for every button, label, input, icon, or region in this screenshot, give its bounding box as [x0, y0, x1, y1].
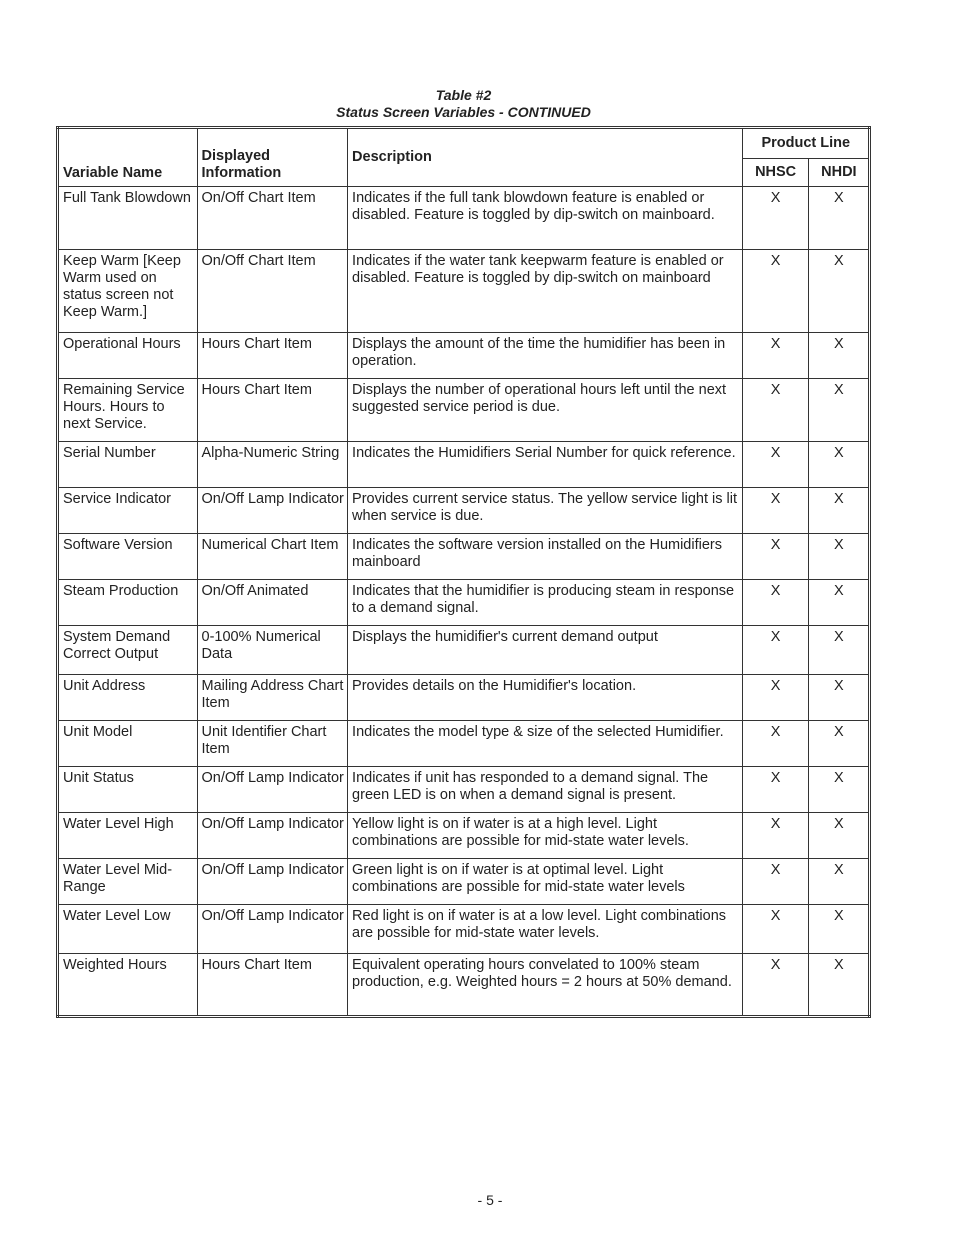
nhdi-cell: X — [808, 767, 869, 813]
nhsc-cell: X — [742, 379, 808, 442]
nhdi-cell: X — [808, 626, 869, 675]
table-row — [58, 187, 870, 250]
nhdi-cell: X — [808, 721, 869, 767]
nhsc-cell: X — [742, 626, 808, 675]
header-nhdi: NHDI — [808, 159, 869, 187]
table-row — [58, 250, 870, 333]
table-row — [58, 859, 870, 905]
page-number: - 5 - — [477, 1192, 503, 1208]
variable-name-cell: Software Version — [58, 534, 198, 580]
description-cell: Yellow light is on if water is at a high level. Light combinations are possible for mid-state water levels. — [348, 813, 742, 859]
nhsc-cell: X — [742, 187, 808, 250]
header-description: Description — [348, 128, 742, 187]
nhdi-cell: X — [808, 813, 869, 859]
nhsc-cell: X — [742, 721, 808, 767]
table-number: Table #2 — [435, 87, 492, 103]
table-row — [58, 905, 870, 954]
displayed-information-cell: On/Off Chart Item — [197, 187, 348, 250]
nhsc-cell: X — [742, 442, 808, 488]
variable-name-cell: Unit Model — [58, 721, 198, 767]
displayed-information-cell: On/Off Lamp Indicator — [197, 488, 348, 534]
table-row — [58, 333, 870, 379]
description-cell: Red light is on if water is at a low level. Light combinations are possible for mid-state water levels. — [348, 905, 742, 954]
table-row — [58, 813, 870, 859]
description-cell: Indicates if the water tank keepwarm feature is enabled or disabled. Feature is toggled by dip-switch on mainboard — [348, 250, 742, 333]
nhdi-cell: X — [808, 379, 869, 442]
table-row — [58, 721, 870, 767]
nhsc-cell: X — [742, 333, 808, 379]
displayed-information-cell: Alpha-Numeric String — [197, 442, 348, 488]
table-row — [58, 488, 870, 534]
description-cell: Indicates the model type & size of the selected Humidifier. — [348, 721, 742, 767]
nhsc-cell: X — [742, 767, 808, 813]
description-cell: Indicates the Humidifiers Serial Number for quick reference. — [348, 442, 742, 488]
displayed-information-cell: On/Off Lamp Indicator — [197, 813, 348, 859]
variable-name-cell: Steam Production — [58, 580, 198, 626]
nhdi-cell: X — [808, 187, 869, 250]
nhdi-cell: X — [808, 442, 869, 488]
variable-name-cell: Water Level Mid-Range — [58, 859, 198, 905]
nhdi-cell: X — [808, 859, 869, 905]
variable-name-cell: Keep Warm [Keep Warm used on status screen not Keep Warm.] — [58, 250, 198, 333]
nhdi-cell: X — [808, 534, 869, 580]
nhdi-cell: X — [808, 954, 869, 1017]
table-row — [58, 675, 870, 721]
description-cell: Displays the number of operational hours left until the next suggested service period is due. — [348, 379, 742, 442]
displayed-information-cell: Unit Identifier Chart Item — [197, 721, 348, 767]
description-cell: Indicates if unit has responded to a demand signal. The green LED is on when a demand signal is present. — [348, 767, 742, 813]
description-cell: Indicates the software version installed on the Humidifiers mainboard — [348, 534, 742, 580]
variable-name-cell: Water Level High — [58, 813, 198, 859]
nhdi-cell: X — [808, 675, 869, 721]
table-row — [58, 954, 870, 1017]
nhsc-cell: X — [742, 859, 808, 905]
displayed-information-cell: Mailing Address Chart Item — [197, 675, 348, 721]
displayed-information-cell: On/Off Lamp Indicator — [197, 767, 348, 813]
nhdi-cell: X — [808, 905, 869, 954]
displayed-information-cell: On/Off Lamp Indicator — [197, 859, 348, 905]
nhdi-cell: X — [808, 488, 869, 534]
variable-name-cell: Unit Status — [58, 767, 198, 813]
header-variable-name: Variable Name — [58, 128, 198, 187]
variable-name-cell: System Demand Correct Output — [58, 626, 198, 675]
header-displayed-information: Displayed Information — [197, 128, 348, 187]
nhsc-cell: X — [742, 954, 808, 1017]
nhsc-cell: X — [742, 580, 808, 626]
header-nhsc: NHSC — [742, 159, 808, 187]
displayed-information-cell: Numerical Chart Item — [197, 534, 348, 580]
variable-name-cell: Operational Hours — [58, 333, 198, 379]
description-cell: Displays the humidifier's current demand output — [348, 626, 742, 675]
nhsc-cell: X — [742, 905, 808, 954]
displayed-information-cell: On/Off Lamp Indicator — [197, 905, 348, 954]
table-row — [58, 442, 870, 488]
description-cell: Equivalent operating hours convelated to 100% steam production, e.g. Weighted hours = 2 hours at 50% demand. — [348, 954, 742, 1017]
table-title: Status Screen Variables - CONTINUED — [336, 104, 591, 120]
displayed-information-cell: Hours Chart Item — [197, 379, 348, 442]
description-cell: Displays the amount of the time the humidifier has been in operation. — [348, 333, 742, 379]
variable-name-cell: Water Level Low — [58, 905, 198, 954]
table-row — [58, 626, 870, 675]
nhdi-cell: X — [808, 580, 869, 626]
description-cell: Green light is on if water is at optimal level. Light combinations are possible for mid-state water levels — [348, 859, 742, 905]
description-cell: Indicates that the humidifier is producing steam in response to a demand signal. — [348, 580, 742, 626]
description-cell: Indicates if the full tank blowdown feature is enabled or disabled. Feature is toggled by dip-switch on mainboard. — [348, 187, 742, 250]
variable-name-cell: Unit Address — [58, 675, 198, 721]
status-screen-variables-table — [56, 126, 871, 1018]
variable-name-cell: Serial Number — [58, 442, 198, 488]
description-cell: Provides details on the Humidifier's location. — [348, 675, 742, 721]
table-row — [58, 767, 870, 813]
displayed-information-cell: 0-100% Numerical Data — [197, 626, 348, 675]
displayed-information-cell: On/Off Chart Item — [197, 250, 348, 333]
displayed-information-cell: On/Off Animated — [197, 580, 348, 626]
table-row — [58, 580, 870, 626]
displayed-information-cell: Hours Chart Item — [197, 954, 348, 1017]
nhdi-cell: X — [808, 250, 869, 333]
variable-name-cell: Service Indicator — [58, 488, 198, 534]
variable-name-cell: Remaining Service Hours. Hours to next Service. — [58, 379, 198, 442]
table-row — [58, 534, 870, 580]
variable-name-cell: Weighted Hours — [58, 954, 198, 1017]
variable-name-cell: Full Tank Blowdown — [58, 187, 198, 250]
nhsc-cell: X — [742, 813, 808, 859]
nhsc-cell: X — [742, 250, 808, 333]
nhsc-cell: X — [742, 675, 808, 721]
nhsc-cell: X — [742, 534, 808, 580]
table-row — [58, 379, 870, 442]
displayed-information-cell: Hours Chart Item — [197, 333, 348, 379]
header-product-line: Product Line — [742, 128, 870, 159]
nhdi-cell: X — [808, 333, 869, 379]
nhsc-cell: X — [742, 488, 808, 534]
description-cell: Provides current service status. The yellow service light is lit when service is due. — [348, 488, 742, 534]
